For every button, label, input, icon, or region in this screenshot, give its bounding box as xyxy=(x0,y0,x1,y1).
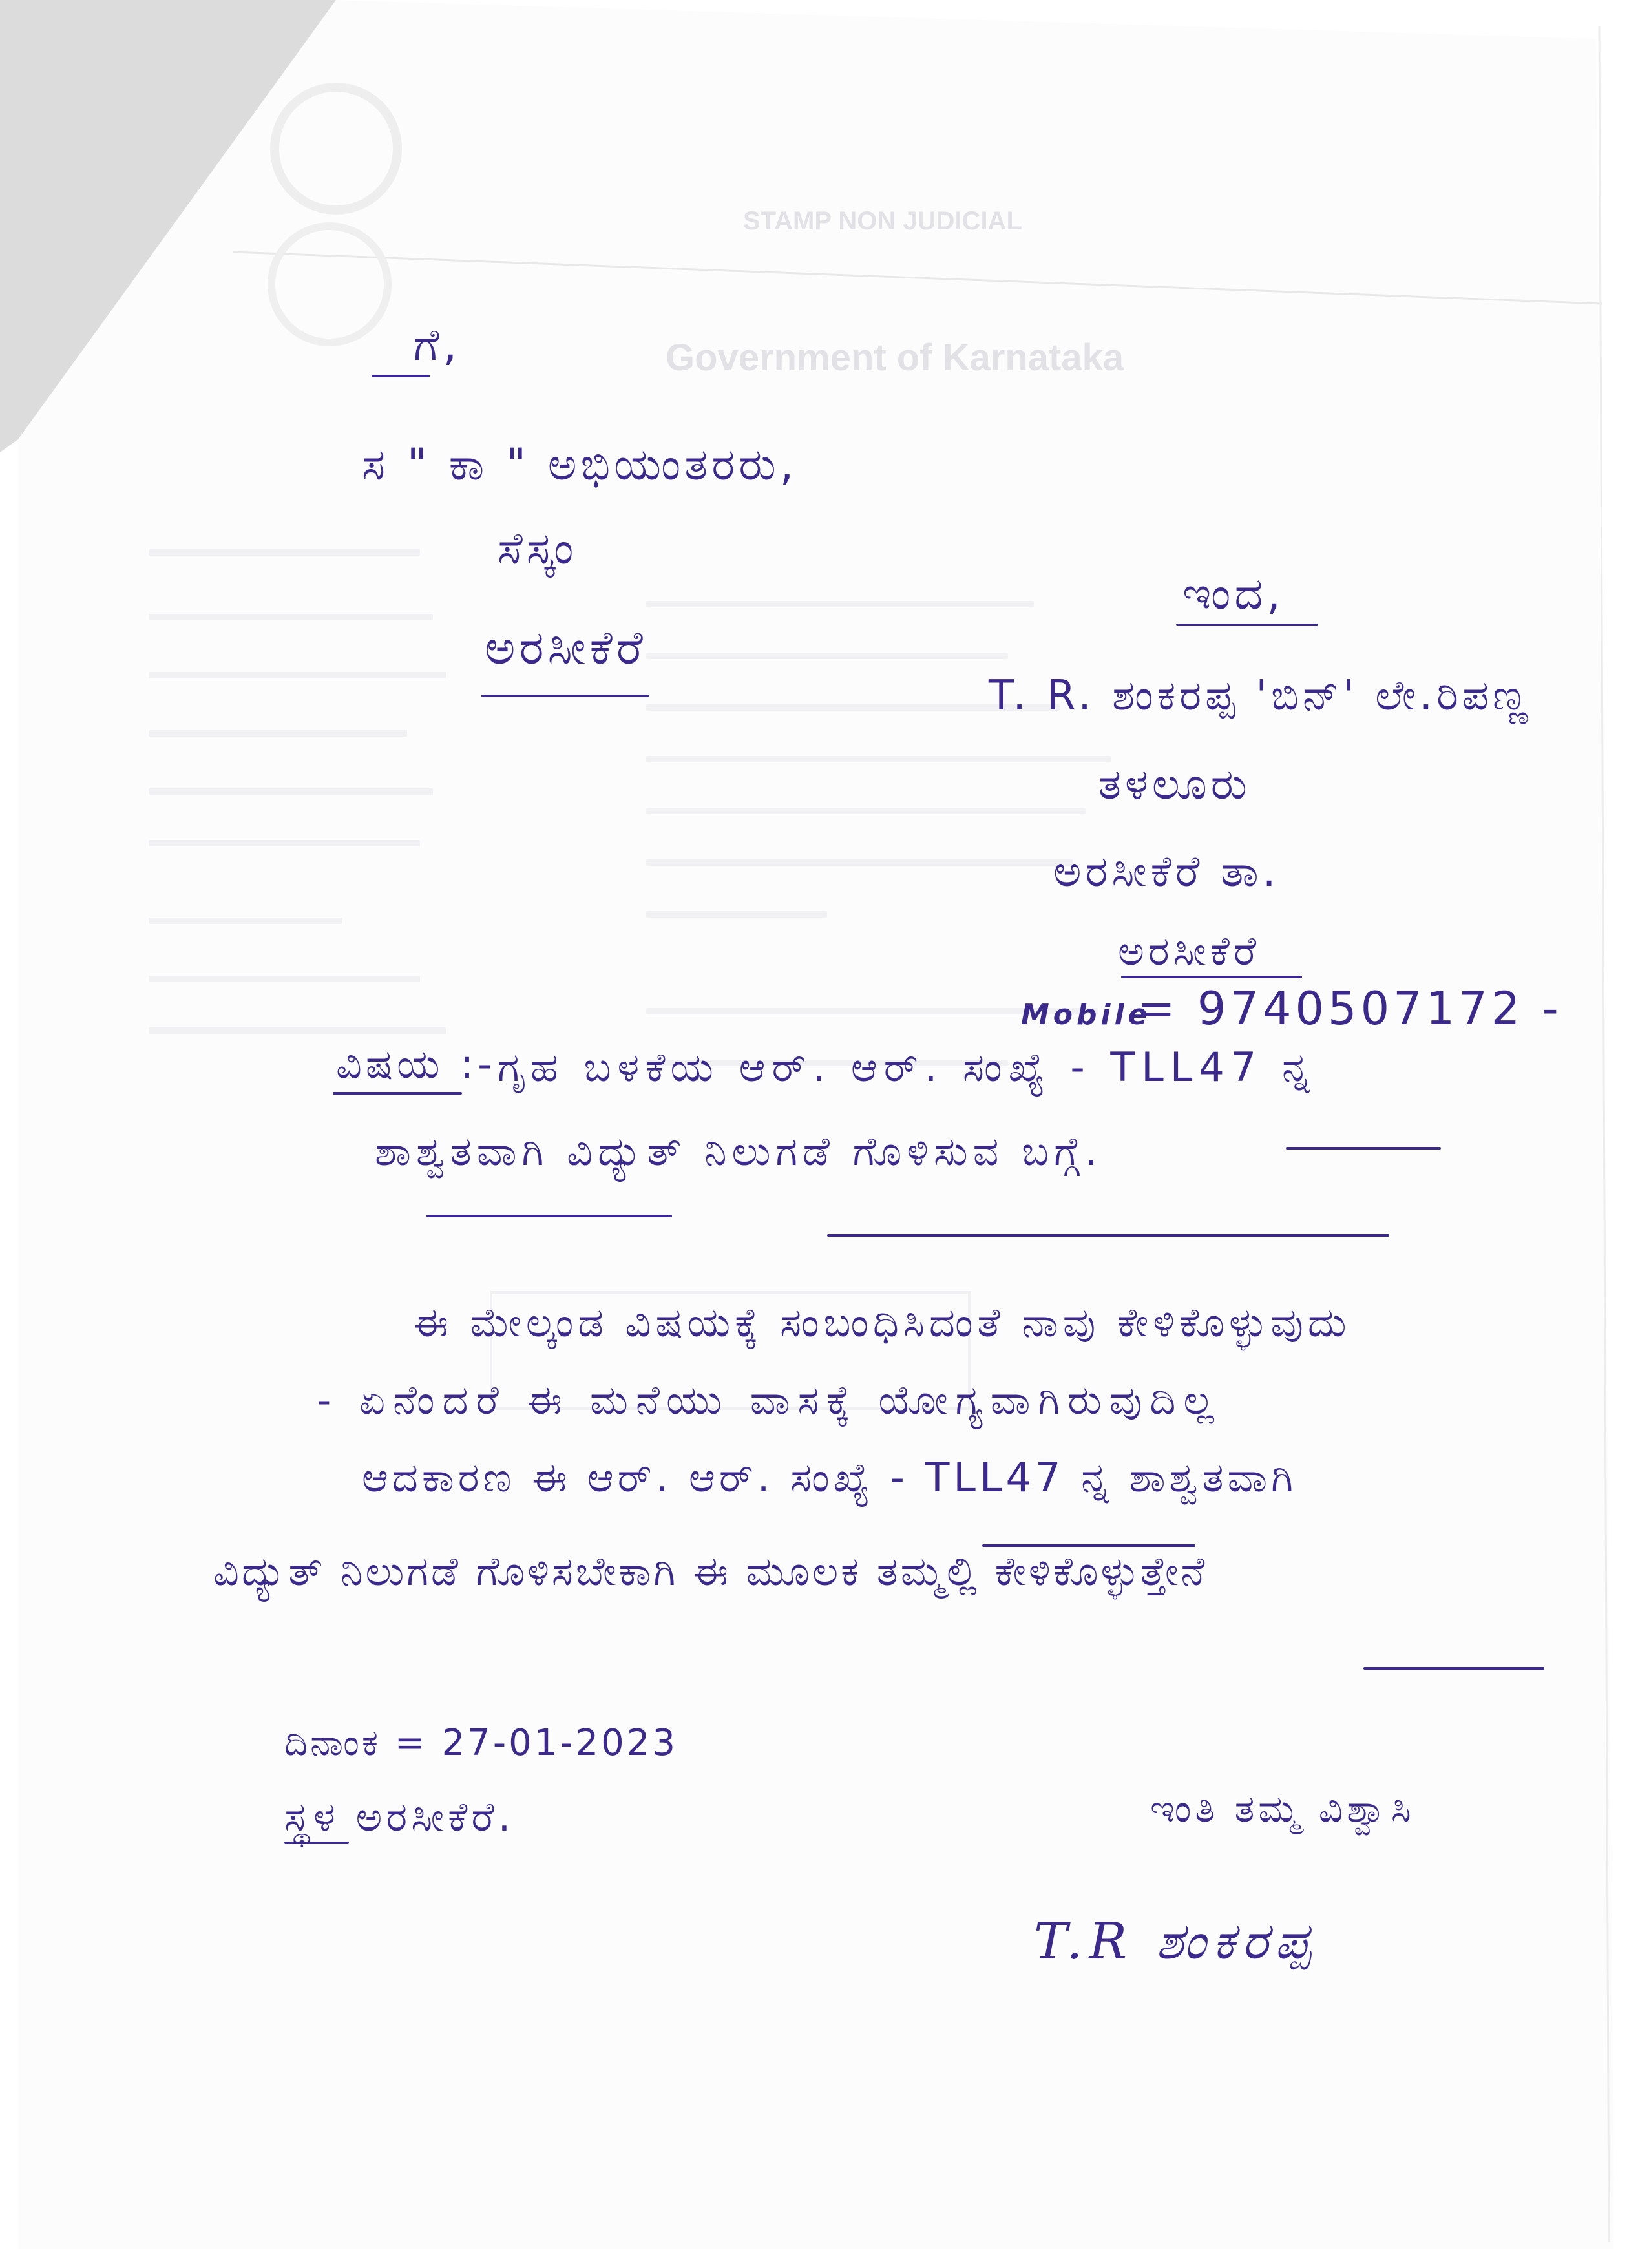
background-stamp-header: STAMP NON JUDICIAL xyxy=(743,207,1022,235)
background-government-title: Government of Karnataka xyxy=(666,337,1124,379)
subject-line-1: ಗೃಹ ಬಳಕೆಯ ಆರ್. ಆರ್. ಸಂಖ್ಯೆ - TLL47 ನ್ನ xyxy=(498,1044,1316,1091)
body-line-1: ಈ ಮೇಲ್ಕಂಡ ವಿಷಯಕ್ಕೆ ಸಂಬಂಧಿಸಿದಂತೆ ನಾವು ಕೇಳಿಕೊಳ್ಳುವುದು xyxy=(414,1299,1351,1346)
body-line-4: ವಿದ್ಯುತ್ ನಿಲುಗಡೆ ಗೊಳಿಸಬೇಕಾಗಿ ಈ ಮೂಲಕ ತಮ್ಮಲ್ಲಿ ಕೇಳಿಕೊಳ್ಳುತ್ತೇನೆ xyxy=(213,1548,1208,1595)
recipient-place: ಅರಸೀಕೆರೆ xyxy=(485,620,647,675)
underline-subject-2 xyxy=(827,1234,1389,1237)
underline-recipient-place xyxy=(481,695,649,697)
underline-body-end xyxy=(1363,1667,1544,1670)
signature: T.R ಶಂಕರಪ್ಪ xyxy=(1034,1913,1318,1971)
recipient-org: ಸೆಸ್ಕಂ xyxy=(498,523,578,574)
salutation-to: ಗೆ, xyxy=(414,320,461,371)
underline-subject-label xyxy=(333,1092,462,1095)
body-line-2: - ಏನೆಂದರೆ ಈ ಮನೆಯು ವಾಸಕ್ಕೆ ಯೋಗ್ಯವಾಗಿರುವುದಿಲ್ಲ xyxy=(317,1376,1222,1423)
sender-name: T. R. ಶಂಕರಪ್ಪ 'ಬಿನ್' ಲೇ.ರಿಪಣ್ಣ xyxy=(989,672,1532,720)
body-line-3: ಆದಕಾರಣ ಈ ಆರ್. ಆರ್. ಸಂಖ್ಯೆ - TLL47 ನ್ನ ಶಾಶ್ವತವಾಗಿ xyxy=(362,1454,1297,1501)
underline-place-label xyxy=(284,1842,349,1844)
underline-rr-number-2 xyxy=(982,1544,1195,1547)
underline-salutation xyxy=(372,375,430,377)
from-label: ಇಂದ, xyxy=(1182,569,1285,620)
mobile-label: Mobile xyxy=(1021,998,1151,1031)
subject-line-2: ಶಾಶ್ವತವಾಗಿ ವಿದ್ಯುತ್ ನಿಲುಗಡೆ ಗೊಳಿಸುವ ಬಗ್ಗೆ. xyxy=(375,1128,1103,1175)
closing-line: ಇಂತಿ ತಮ್ಮ ವಿಶ್ವಾಸಿ xyxy=(1150,1787,1415,1831)
sender-district: ಅರಸೀಕೆರೆ xyxy=(1118,927,1261,974)
sender-village: ತಳಲೂರು xyxy=(1098,759,1251,809)
underline-district xyxy=(1121,976,1302,978)
mobile-number: = 9740507172 - xyxy=(1137,982,1562,1035)
place-line: ಸ್ಥಳ ಅರಸೀಕೆರೆ. xyxy=(284,1793,515,1840)
sender-taluk: ಅರಸೀಕೆರೆ ತಾ. xyxy=(1053,846,1280,896)
recipient-title: ಸ " ಕಾ " ಅಭಿಯಂತರರು, xyxy=(362,439,798,490)
date-line: ದಿನಾಂಕ = 27-01-2023 xyxy=(284,1722,678,1764)
underline-from xyxy=(1176,624,1318,626)
subject-label: ವಿಷಯ :- xyxy=(336,1040,496,1087)
underline-rr-number-1 xyxy=(1286,1147,1441,1150)
underline-subject-1 xyxy=(426,1215,672,1217)
